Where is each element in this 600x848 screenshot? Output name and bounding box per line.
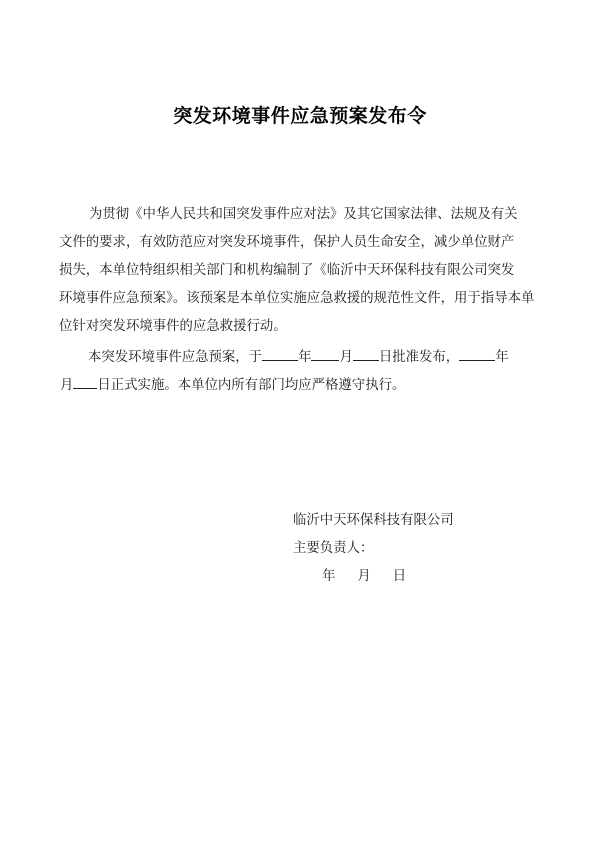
approve-year-blank [262, 346, 298, 361]
signature-date [322, 568, 406, 586]
paragraph1-line2: 文件的要求，有效防范应对突发环境事件，保护人员生命安全，减少单位财产 [59, 235, 515, 250]
paragraph1-line1: 为贯彻《中华人民共和国突发事件应对法》及其它国家法律、法规及有关 [89, 207, 518, 222]
paragraph1-line4: 环境事件应急预案》。该预案是本单位实施应急救援的规范性文件，用于指导本单 [59, 291, 535, 306]
page-title: 突发环境事件应急预案发布令 [173, 105, 427, 127]
signature-company: 临沂中天环保科技有限公司 [293, 513, 454, 528]
paragraph1-line5: 位针对突发环境事件的应急救援行动。 [59, 319, 287, 334]
approve-year-label: 年 [298, 350, 312, 365]
signature-date-year: 年 [322, 569, 336, 584]
signature-date-day: 日 [392, 569, 407, 584]
approve-month-label: 月 [339, 350, 353, 365]
signature-date-month: 月 [357, 569, 371, 584]
signature-person-label: 主要负责人： [293, 541, 374, 556]
approve-text: 日批准发布， [378, 350, 460, 365]
approve-month-blank [311, 346, 339, 361]
effective-month-label: 月 [60, 378, 74, 393]
paragraph2-line1 [88, 346, 509, 367]
paragraph2-line2 [60, 374, 405, 395]
effective-text: 日正式实施。本单位内所有部门均应严格遵守执行。 [97, 378, 406, 393]
effective-year-blank [459, 346, 495, 361]
paragraph1-line3: 损失，本单位特组织相关部门和机构编制了《临沂中天环保科技有限公司突发 [59, 263, 515, 278]
effective-year-label: 年 [495, 350, 509, 365]
paragraph2-start: 本突发环境事件应急预案，于 [88, 350, 263, 365]
effective-month-blank [73, 374, 97, 389]
approve-day-blank [353, 346, 379, 361]
